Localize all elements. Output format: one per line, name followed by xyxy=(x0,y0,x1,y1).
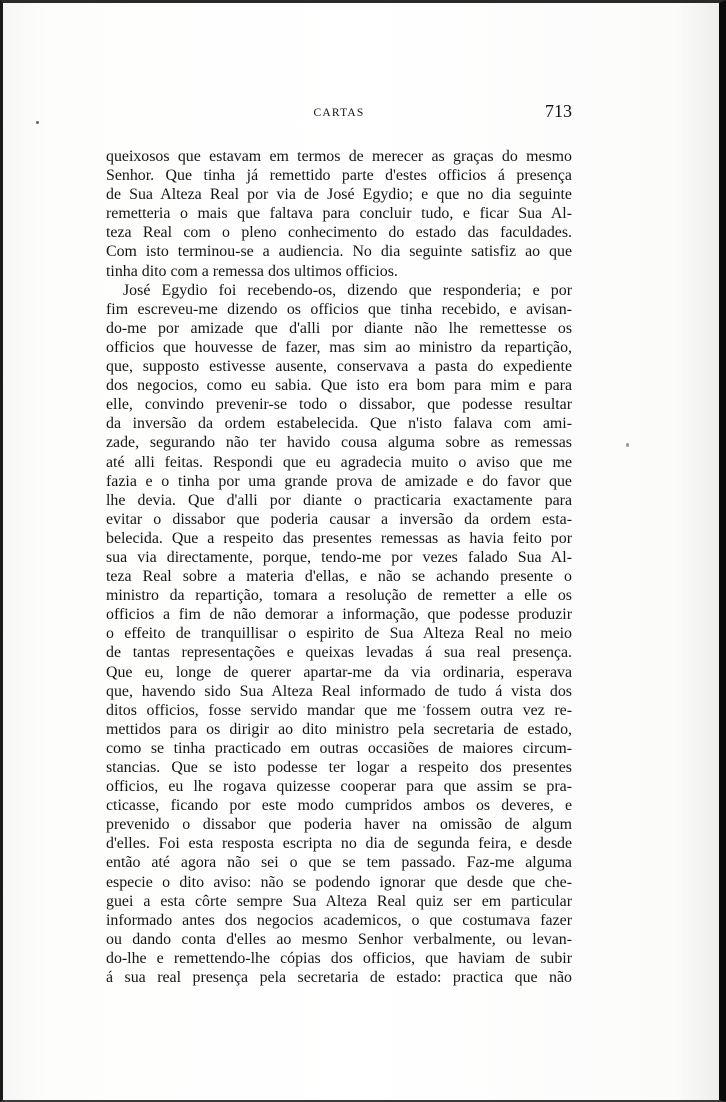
paragraph-start-line: José Egydio foi recebendo-os, dizendo que responderia; e por xyxy=(123,281,572,299)
text-line: até alli feitas. Respondi que eu agradecia muito o aviso que me xyxy=(106,453,572,471)
text-line: elle, convindo prevenir-se todo o dissabor, que podesse resultar xyxy=(106,396,572,414)
page-number: 713 xyxy=(545,101,572,121)
text-line: Senhor. Que tinha já remettido parte d'estes officios á presença xyxy=(106,167,572,185)
ink-speck xyxy=(626,443,629,447)
text-line: como se tinha practicado em outras occasiões de maiores circum- xyxy=(106,739,572,757)
text-line: da inversão da ordem estabelecida. Que n'isto falava com ami- xyxy=(106,415,572,433)
text-line: informado antes dos negocios academicos, o que costumava fazer xyxy=(106,911,572,929)
text-line: teza Real com o pleno conhecimento do estado das faculdades. xyxy=(106,224,572,242)
body-text xyxy=(106,147,572,987)
text-line: zade, segurando não ter havido cousa alguma sobre as remessas xyxy=(106,434,572,452)
text-line: officios, eu lhe rogava quizesse cooperar para que assim se pra- xyxy=(106,778,572,796)
text-line: evitar o dissabor que poderia causar a inversão da ordem esta- xyxy=(106,510,572,528)
text-line: remetteria o mais que faltava para concluir tudo, e ficar Sua Al- xyxy=(106,205,572,223)
text-line: belecida. Que a respeito das presentes remessas as havia feito por xyxy=(106,529,572,547)
text-line: que, havendo sido Sua Alteza Real informado de tudo á vista dos xyxy=(106,682,572,700)
text-line: dos negocios, como eu sabia. Que isto era bom para mim e para xyxy=(106,377,572,395)
page-header xyxy=(106,100,572,124)
text-line: então até agora não sei o que se tem passado. Faz-me alguma xyxy=(106,854,572,872)
text-line: do-me por amizade que d'alli por diante não lhe remettesse os xyxy=(106,319,572,337)
text-line: especie o dito aviso: não se podendo ignorar que desde que che- xyxy=(106,873,572,891)
text-line: lhe devia. Que d'alli por diante o practicaria exactamente para xyxy=(106,491,572,509)
text-line: Com isto terminou-se a audiencia. No dia seguinte satisfiz ao que xyxy=(106,243,572,261)
text-line: queixosos que estavam em termos de merecer as graças do mesmo xyxy=(106,148,572,165)
text-line: á sua real presença pela secretaria de estado: practica que não xyxy=(106,969,572,987)
text-line: officios que houvesse de fazer, mas sim ao ministro da repartição, xyxy=(106,338,572,356)
text-line: mettidos para os dirigir ao dito ministro pela secretaria de estado, xyxy=(106,720,572,738)
text-line: fim escreveu-me dizendo os officios que tinha recebido, e avisan- xyxy=(106,300,572,318)
text-line: Que eu, longe de querer apartar-me da via ordinaria, esperava xyxy=(106,663,572,681)
text-line: ministro da repartição, tomara a resolução de remetter a elle os xyxy=(106,587,572,605)
text-line: stancias. Que se isto podesse ter logar a respeito dos presentes xyxy=(106,759,572,776)
text-line: ou dando conta d'elles ao mesmo Senhor verbalmente, ou levan- xyxy=(106,930,572,948)
text-line: guei a esta côrte sempre Sua Alteza Real quiz ser em particular xyxy=(106,892,572,910)
text-line: cticasse, ficando por este modo cumpridos ambos os deveres, e xyxy=(106,797,572,815)
text-line: sua via directamente, porque, tendo-me por vezes falado Sua Al- xyxy=(106,548,572,566)
text-line: fazia e o tinha por uma grande prova de amizade e do favor que xyxy=(106,472,572,490)
text-line: de Sua Alteza Real por via de José Egydio; e que no dia seguinte xyxy=(106,186,572,204)
text-line: ditos officios, fosse servido mandar que me fossem outra vez re- xyxy=(106,701,572,719)
text-line: do-lhe e remettendo-lhe cópias dos officios, que haviam de subir xyxy=(106,949,572,967)
text-line: prevenido o dissabor que poderia haver na omissão de algum xyxy=(106,816,572,834)
text-line: que, supposto estivesse ausente, conservava a pasta do expediente xyxy=(106,358,572,376)
text-line: d'elles. Foi esta resposta escripta no dia de segunda feira, e desde xyxy=(106,835,572,853)
text-line: teza Real sobre a materia d'ellas, e não se achando presente o xyxy=(106,568,572,586)
ink-speck xyxy=(36,121,39,124)
text-line: o effeito de tranquillisar o espirito de Sua Alteza Real no meio xyxy=(106,625,572,643)
running-title: CARTAS xyxy=(313,107,365,119)
text-line: tinha dito com a remessa dos ultimos officios. xyxy=(106,262,398,280)
text-line: officios a fim de não demorar a informação, que podesse produzir xyxy=(106,606,572,624)
text-line: de tantas representações e queixas levadas á sua real presença. xyxy=(106,644,572,662)
